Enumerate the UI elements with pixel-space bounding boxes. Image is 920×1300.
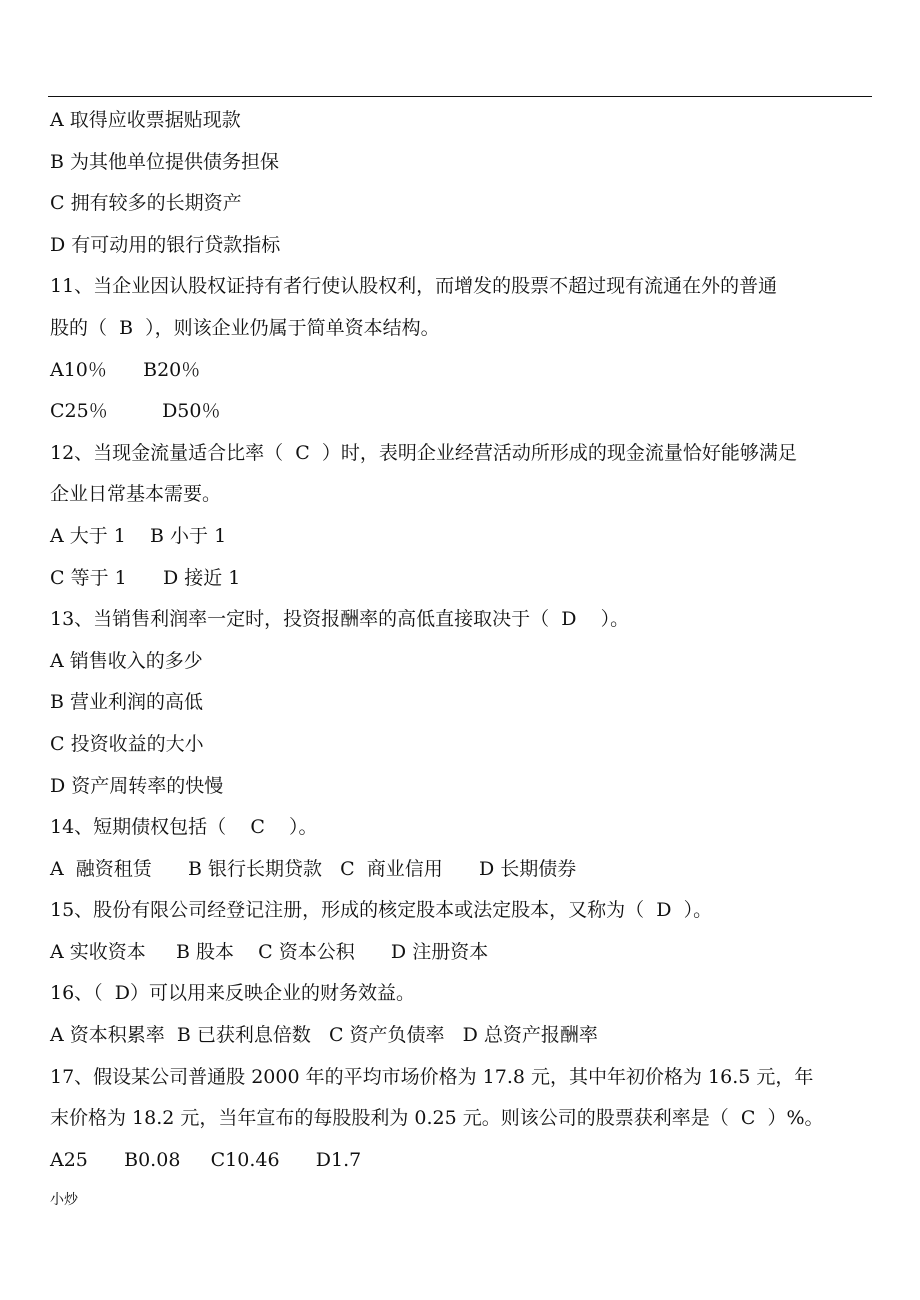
option-line: C25％ D50％ <box>50 400 221 423</box>
option-line: A 资本积累率 B 已获利息倍数 C 资产负债率 D 总资产报酬率 <box>50 1024 598 1047</box>
option-line: A 大于 1 B 小于 1 <box>50 524 227 547</box>
option-line: A 销售收入的多少 <box>50 649 203 672</box>
option-line: B 营业利润的高低 <box>50 691 204 714</box>
question-line: 15、股份有限公司经登记注册，形成的核定股本或法定股本，又称为（ D ）。 <box>50 899 713 922</box>
option-line: A 取得应收票据贴现款 <box>50 109 241 131</box>
question-line: 17、假设某公司普通股 2000 年的平均市场价格为 17.8 元，其中年初价格为 16.5 元，年 <box>50 1065 814 1088</box>
question-line: 16、（ D）可以用来反映企业的财务效益。 <box>50 982 415 1005</box>
question-line: 14、短期债权包括（ C ）。 <box>50 816 318 839</box>
option-line: A 实收资本 B 股本 C 资本公积 D 注册资本 <box>50 940 489 963</box>
option-line: D 有可动用的银行贷款指标 <box>50 233 281 256</box>
option-line: A25 B0.08 C10.46 D1.7 <box>50 1148 362 1171</box>
option-line: A10％ B20％ <box>50 358 201 381</box>
question-line: 13、当销售利润率一定时，投资报酬率的高低直接取决于（ D ）。 <box>50 608 630 631</box>
document-body <box>50 100 872 1181</box>
header-rule <box>48 96 872 97</box>
option-line: B 为其他单位提供债务担保 <box>50 150 280 173</box>
question-line: 企业日常基本需要。 <box>50 483 222 506</box>
question-line: 末价格为 18.2 元，当年宣布的每股股利为 0.25 元。则该公司的股票获利率是（ C ）%。 <box>50 1107 824 1130</box>
option-line: C 等于 1 D 接近 1 <box>50 566 241 589</box>
option-line: C 投资收益的大小 <box>50 732 204 755</box>
option-line: A 融资租赁 B 银行长期贷款 C 商业信用 D 长期债券 <box>50 857 577 880</box>
question-line: 股的（ B ），则该企业仍属于简单资本结构。 <box>50 316 440 339</box>
option-line: C 拥有较多的长期资产 <box>50 192 242 215</box>
page-footer: 小炒 <box>50 1192 78 1208</box>
question-line: 11、当企业因认股权证持有者行使认股权利，而增发的股票不超过现有流通在外的普通 <box>50 275 778 298</box>
option-line: D 资产周转率的快慢 <box>50 774 224 797</box>
question-line: 12、当现金流量适合比率（ C ）时，表明企业经营活动所形成的现金流量恰好能够满足 <box>50 441 797 464</box>
